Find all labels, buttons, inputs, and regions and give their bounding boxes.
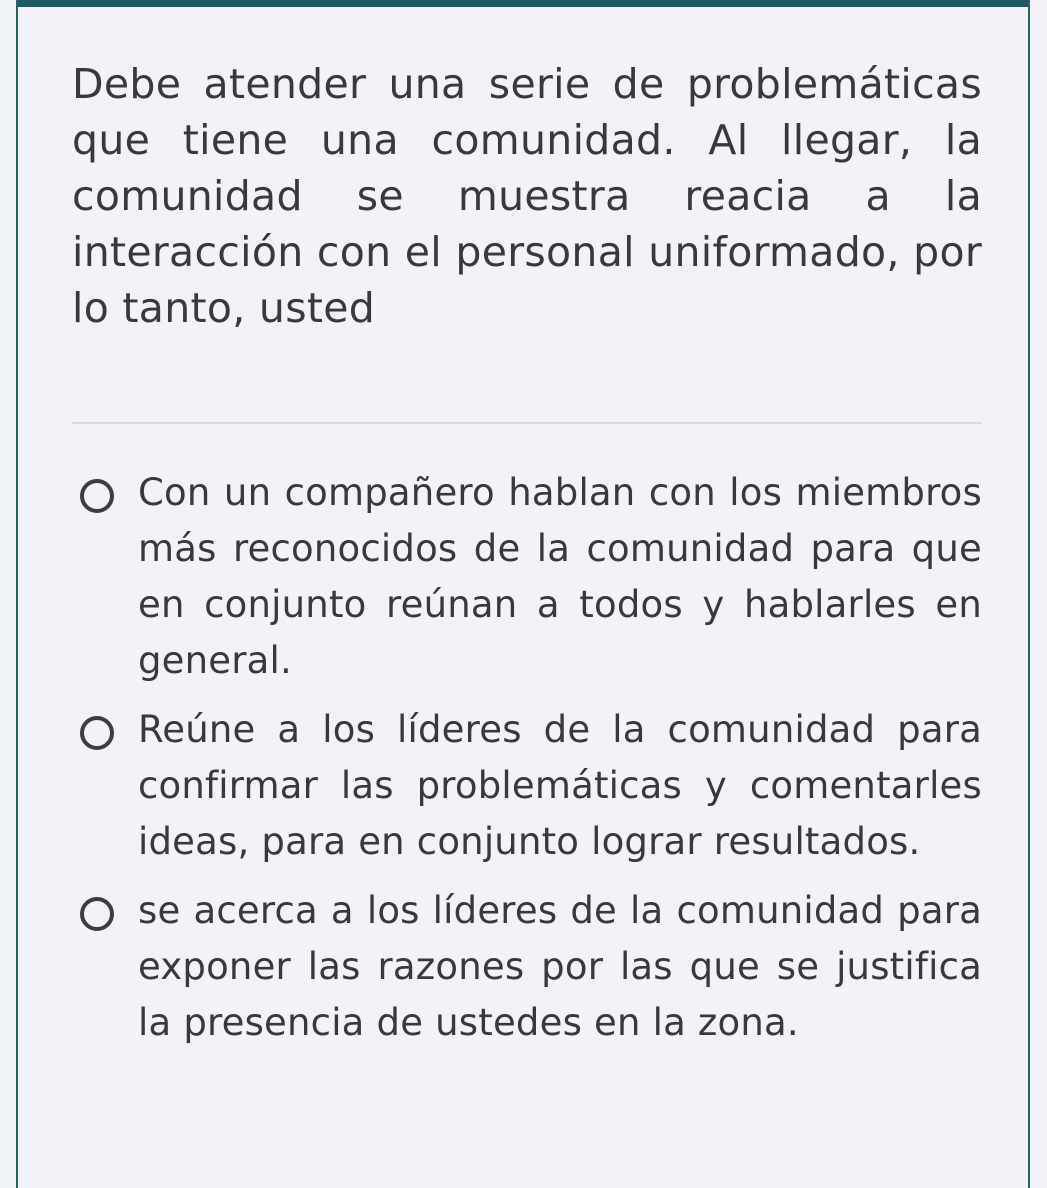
answer-option-label: Con un compañero hablan con los miembros más reconocidos de la comunidad para que en conjunto reúnan a todos y hablarles en general. [138, 471, 982, 682]
answer-options [80, 465, 982, 1064]
answer-option-3[interactable] [80, 883, 982, 1051]
radio-button-icon[interactable] [80, 479, 114, 513]
card-top-bar [18, 0, 1028, 7]
answer-option-2[interactable] [80, 702, 982, 870]
answer-option-label: Reúne a los líderes de la comunidad para confirmar las problemáticas y comentarles ideas, para en conjunto lograr resultados. [138, 708, 982, 863]
answer-option-label: se acerca a los líderes de la comunidad para exponer las razones por las que se justifica la presencia de ustedes en la zona. [138, 889, 982, 1044]
radio-button-icon[interactable] [80, 716, 114, 750]
radio-button-icon[interactable] [80, 897, 114, 931]
question-card [16, 0, 1030, 1188]
divider [72, 422, 982, 424]
answer-option-1[interactable] [80, 465, 982, 689]
question-text: Debe atender una serie de problemáticas que tiene una comunidad. Al llegar, la comunidad se muestra reacia a la interacción con el personal uniformado, por lo tanto, usted [72, 60, 982, 332]
